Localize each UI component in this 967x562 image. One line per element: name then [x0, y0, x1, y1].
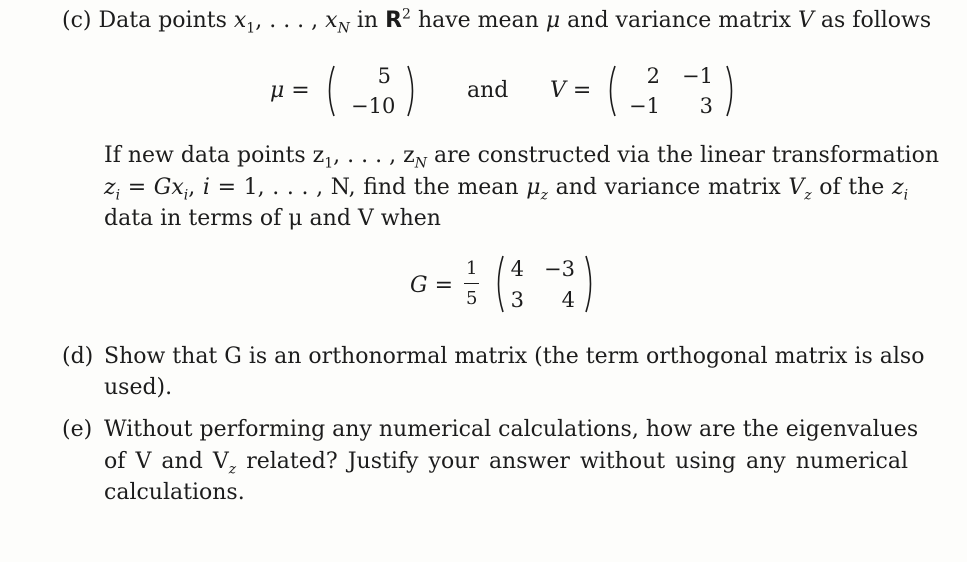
V-cell-11: 3 [699, 94, 713, 118]
part-d-line-2: used). [104, 375, 173, 400]
part-e-line-3: calculations. [104, 480, 245, 505]
para-line-1: If new data points $z_1$, . . . , $z_N$ are constructed via the linear transformation [104, 143, 939, 172]
frac-denominator: 5 [466, 288, 478, 309]
para-line-3: data in terms of μ and V when [104, 206, 441, 231]
part-e-line-2: of V and $V_z$ related? Justify your answer without using any numerical [104, 449, 909, 478]
V-cell-10: −1 [629, 94, 660, 118]
V-left-paren [604, 64, 618, 118]
V-lhs: V = [550, 78, 592, 103]
mu-vec-1: −10 [351, 94, 396, 118]
V-cell-00: 2 [646, 64, 660, 88]
and-word: and [467, 78, 509, 103]
part-d-line-1: Show that G is an orthonormal matrix (the term orthogonal matrix is also [104, 344, 925, 369]
part-d-label: (d) [62, 344, 94, 369]
mu-right-paren [405, 64, 419, 118]
part-c-label: (c) [62, 8, 92, 33]
part-c-intro: (c) Data points $x_1$, . . . , $x_N$ in $R^2$ have mean μ and variance matrix V as follows [62, 6, 932, 37]
G-right-paren [583, 254, 597, 314]
fraction-bar [464, 283, 479, 284]
part-e-label: (e) [62, 417, 93, 442]
V-cell-01: −1 [682, 64, 713, 88]
mu-lhs: μ = [270, 78, 310, 103]
mu-left-paren [323, 64, 337, 118]
G-cell-11: 4 [561, 288, 575, 312]
G-cell-01: −3 [544, 257, 575, 281]
para-line-2: $z_i = Gx_i$, i = 1, . . . , N, find the mean $\mu_z$ and variance matrix $V_z$ of the $z_i$ [104, 175, 909, 204]
part-e-line-1: Without performing any numerical calculations, how are the eigenvalues [104, 417, 919, 442]
V-right-paren [724, 64, 738, 118]
G-cell-10: 3 [510, 288, 524, 312]
G-lhs: G = [410, 273, 454, 298]
frac-numerator: 1 [466, 258, 478, 279]
mu-vec-0: 5 [377, 64, 391, 88]
G-cell-00: 4 [510, 257, 524, 281]
